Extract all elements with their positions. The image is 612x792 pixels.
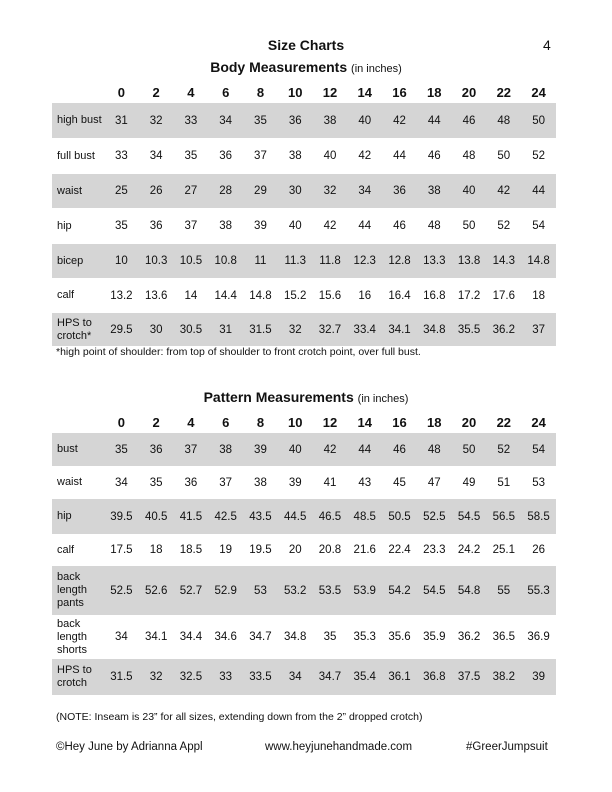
table-cell: 38	[313, 103, 348, 138]
table-cell: 31	[104, 103, 139, 138]
table-cell: 32	[313, 174, 348, 208]
table-cell: 53.5	[313, 566, 348, 615]
table-row	[52, 534, 556, 566]
table-cell: 11.8	[313, 244, 348, 278]
size-header: 6	[222, 414, 230, 430]
table-cell: 51	[497, 476, 511, 489]
pattern-measurements-unit: (in inches)	[357, 393, 409, 405]
body-measurements-table	[52, 81, 556, 346]
size-header: 2	[152, 414, 160, 430]
table-cell: 42.5	[208, 499, 243, 534]
table-cell: 14.4	[214, 289, 237, 302]
footer-copyright: ©Hey June by Adrianna Appl	[56, 741, 203, 753]
table-cell: 34	[149, 150, 163, 162]
table-row	[52, 659, 556, 695]
table-cell: 47	[427, 476, 441, 489]
table-cell: 50	[452, 433, 487, 466]
table-row	[52, 433, 556, 466]
table-cell: 18	[149, 544, 163, 556]
table-cell: 27	[174, 174, 209, 208]
table-cell: 37	[254, 150, 267, 162]
table-cell: 48	[462, 150, 476, 162]
table-cell: 17.5	[110, 544, 133, 556]
table-cell: 34	[114, 631, 128, 643]
table-cell: 36	[149, 220, 163, 232]
pattern-measurements-title	[0, 389, 612, 405]
table-cell: 43.5	[243, 499, 278, 534]
table-cell: 32.7	[313, 313, 348, 346]
table-cell: 52.6	[139, 566, 174, 615]
table-cell: 24.2	[457, 544, 481, 556]
table-cell: 11.3	[278, 244, 313, 278]
size-header: 0	[117, 84, 125, 100]
table-cell: 15.6	[318, 289, 342, 302]
row-label: HPS to crotch	[52, 659, 104, 695]
table-cell: 37.5	[452, 659, 487, 695]
table-cell: 34.4	[179, 631, 203, 643]
table-cell: 48	[486, 103, 521, 138]
row-label: full bust	[57, 149, 95, 162]
row-label: hip	[52, 499, 104, 534]
size-header: 18	[427, 84, 442, 100]
body-footnote: *high point of shoulder: from top of shoulder to front crotch point, over full bust.	[56, 346, 421, 358]
table-cell: 33	[114, 150, 128, 162]
row-label: waist	[52, 174, 104, 208]
table-cell: 42	[486, 174, 521, 208]
table-cell: 11	[243, 244, 278, 278]
table-cell: 34.1	[144, 631, 168, 643]
table-cell: 18.5	[179, 544, 203, 556]
size-header: 0	[117, 414, 125, 430]
table-row	[52, 174, 556, 208]
size-header-row	[52, 411, 556, 433]
table-cell: 45	[393, 476, 406, 489]
pattern-measurements-heading: Pattern Measurements	[203, 389, 354, 405]
table-cell: 36.2	[486, 313, 521, 346]
size-header: 20	[461, 414, 477, 430]
table-cell: 46	[427, 150, 441, 162]
table-cell: 32	[139, 659, 174, 695]
table-cell: 35	[104, 433, 139, 466]
table-cell: 35.3	[353, 631, 376, 643]
row-label: high bust	[52, 103, 104, 138]
table-cell: 30	[278, 174, 313, 208]
table-cell: 34.1	[382, 313, 417, 346]
size-header: 18	[427, 414, 442, 430]
size-header-row	[52, 81, 556, 103]
table-cell: 37	[219, 476, 233, 489]
table-cell: 25	[104, 174, 139, 208]
size-header: 8	[256, 414, 265, 430]
table-cell: 48	[417, 433, 452, 466]
table-cell: 41.5	[174, 499, 209, 534]
table-cell: 43	[358, 476, 372, 489]
table-cell: 38.2	[486, 659, 521, 695]
table-cell: 38	[208, 433, 243, 466]
size-header: 4	[187, 84, 195, 100]
table-cell: 34	[114, 476, 128, 489]
table-row	[52, 244, 556, 278]
table-cell: 39.5	[104, 499, 139, 534]
size-header: 2	[152, 84, 160, 100]
table-cell: 46	[452, 103, 487, 138]
table-cell: 38	[254, 476, 267, 489]
table-cell: 21.6	[353, 544, 376, 556]
table-cell: 23.3	[423, 544, 446, 556]
row-label: waist	[57, 476, 83, 488]
table-cell: 13.3	[417, 244, 452, 278]
table-cell: 10	[104, 244, 139, 278]
table-cell: 34	[347, 174, 382, 208]
table-cell: 35.5	[452, 313, 487, 346]
table-cell: 44	[521, 174, 556, 208]
table-cell: 32	[139, 103, 174, 138]
table-cell: 36.2	[457, 631, 481, 643]
table-cell: 44.5	[278, 499, 313, 534]
table-cell: 35	[149, 476, 163, 489]
table-cell: 54.5	[417, 566, 452, 615]
table-cell: 10.8	[208, 244, 243, 278]
table-cell: 53.2	[278, 566, 313, 615]
table-cell: 35.9	[423, 631, 446, 643]
row-label: back length pants	[52, 566, 104, 615]
table-cell: 16.4	[388, 289, 411, 302]
table-cell: 39	[288, 476, 302, 489]
row-label: calf	[57, 543, 75, 556]
table-cell: 38	[219, 220, 233, 232]
table-cell: 44	[347, 433, 382, 466]
table-row	[52, 208, 556, 244]
table-cell: 31.5	[243, 313, 278, 346]
table-cell: 39	[521, 659, 556, 695]
table-cell: 34	[278, 659, 313, 695]
table-cell: 14.3	[486, 244, 521, 278]
table-cell: 16.8	[423, 289, 446, 302]
table-cell: 36.1	[382, 659, 417, 695]
table-cell: 33	[174, 103, 209, 138]
table-cell: 17.6	[492, 289, 515, 302]
pattern-measurements-table	[52, 411, 556, 695]
table-cell: 38	[417, 174, 452, 208]
size-header: 24	[531, 414, 546, 430]
table-cell: 34.6	[214, 631, 237, 643]
table-cell: 18	[532, 289, 545, 302]
table-cell: 38	[288, 150, 302, 162]
table-cell: 36	[219, 150, 233, 162]
table-cell: 52.7	[174, 566, 209, 615]
table-cell: 14	[184, 289, 198, 302]
table-cell: 39	[243, 433, 278, 466]
page-number: 4	[543, 37, 551, 53]
table-row	[52, 466, 556, 499]
body-measurements-title	[0, 59, 612, 75]
table-cell: 34.7	[249, 631, 272, 643]
table-cell: 30	[139, 313, 174, 346]
table-cell: 52.5	[104, 566, 139, 615]
table-cell: 50	[497, 150, 511, 162]
size-header: 12	[322, 84, 338, 100]
size-header: 16	[392, 84, 407, 100]
table-cell: 36.9	[527, 631, 550, 643]
footer-hashtag: #GreerJumpsuit	[466, 741, 548, 753]
size-header: 22	[496, 414, 512, 430]
table-cell: 26	[532, 544, 545, 556]
size-header: 4	[187, 414, 195, 430]
table-cell: 13.6	[144, 289, 168, 302]
size-header: 10	[287, 414, 303, 430]
table-cell: 33.5	[243, 659, 278, 695]
table-cell: 37	[184, 220, 198, 232]
table-cell: 40	[323, 150, 337, 162]
table-cell: 53	[532, 476, 545, 489]
table-row	[52, 499, 556, 534]
table-row	[52, 566, 556, 615]
table-cell: 39	[254, 220, 267, 232]
table-cell: 40.5	[139, 499, 174, 534]
table-row	[52, 313, 556, 346]
table-cell: 40	[347, 103, 382, 138]
table-cell: 54	[532, 220, 545, 232]
table-cell: 54.2	[382, 566, 417, 615]
table-cell: 22.4	[388, 544, 411, 556]
row-label: bicep	[52, 244, 104, 278]
table-cell: 31	[208, 313, 243, 346]
table-cell: 46.5	[313, 499, 348, 534]
row-label: back length shorts	[57, 617, 87, 656]
table-cell: 17.2	[457, 289, 481, 302]
table-cell: 36	[278, 103, 313, 138]
page-title: Size Charts	[267, 37, 345, 53]
table-cell: 33	[208, 659, 243, 695]
table-cell: 32	[278, 313, 313, 346]
row-label: hip	[57, 219, 72, 232]
table-cell: 19	[219, 544, 233, 556]
table-cell: 36.5	[492, 631, 515, 643]
size-header: 12	[322, 414, 338, 430]
table-cell: 54.5	[452, 499, 487, 534]
size-header: 16	[392, 414, 407, 430]
table-cell: 54.8	[452, 566, 487, 615]
table-cell: 55	[486, 566, 521, 615]
table-cell: 55.3	[521, 566, 556, 615]
table-cell: 34.8	[417, 313, 452, 346]
table-cell: 41	[323, 476, 337, 489]
table-cell: 34	[208, 103, 243, 138]
table-cell: 36.8	[417, 659, 452, 695]
table-cell: 42	[358, 150, 372, 162]
table-cell: 44	[358, 220, 372, 232]
table-cell: 35	[323, 631, 337, 643]
table-cell: 35	[184, 150, 198, 162]
table-cell: 52	[497, 220, 511, 232]
table-cell: 48	[427, 220, 441, 232]
table-cell: 42	[382, 103, 417, 138]
table-cell: 53.9	[347, 566, 382, 615]
table-cell: 13.2	[110, 289, 133, 302]
table-cell: 20.8	[318, 544, 342, 556]
size-header: 24	[531, 84, 546, 100]
table-cell: 34.7	[313, 659, 348, 695]
size-header: 14	[357, 414, 372, 430]
table-row	[52, 103, 556, 138]
table-cell: 42	[323, 220, 337, 232]
table-cell: 50	[521, 103, 556, 138]
table-cell: 40	[288, 220, 302, 232]
table-cell: 12.8	[382, 244, 417, 278]
table-cell: 26	[139, 174, 174, 208]
table-cell: 50	[462, 220, 476, 232]
table-cell: 12.3	[347, 244, 382, 278]
table-cell: 14.8	[249, 289, 272, 302]
table-cell: 40	[278, 433, 313, 466]
row-label: calf	[57, 289, 75, 301]
header-corner	[52, 411, 104, 433]
table-cell: 10.3	[139, 244, 174, 278]
size-header: 6	[222, 84, 230, 100]
body-measurements-heading: Body Measurements	[210, 59, 348, 75]
table-row	[52, 615, 556, 659]
table-cell: 19.5	[249, 544, 272, 556]
table-cell: 29	[243, 174, 278, 208]
table-cell: 16	[358, 289, 372, 302]
table-cell: 34.8	[284, 631, 307, 643]
table-cell: 37	[174, 433, 209, 466]
table-cell: 36	[184, 476, 198, 489]
table-cell: 35.6	[388, 631, 411, 643]
table-cell: 52	[486, 433, 521, 466]
inseam-note: (NOTE: Inseam is 23” for all sizes, extending down from the 2” dropped crotch)	[56, 711, 423, 723]
table-cell: 46	[393, 220, 406, 232]
table-cell: 44	[417, 103, 452, 138]
table-cell: 54	[521, 433, 556, 466]
table-cell: 30.5	[174, 313, 209, 346]
row-label: HPS to crotch*	[52, 313, 104, 346]
table-row	[52, 138, 556, 174]
table-cell: 33.4	[347, 313, 382, 346]
size-header: 22	[496, 84, 512, 100]
table-row	[52, 278, 556, 313]
table-cell: 35	[243, 103, 278, 138]
table-cell: 36	[382, 174, 417, 208]
size-header: 10	[287, 84, 303, 100]
table-cell: 20	[288, 544, 302, 556]
footer-website[interactable]: www.heyjunehandmade.com	[265, 741, 413, 753]
table-cell: 31.5	[104, 659, 139, 695]
table-cell: 49	[462, 476, 476, 489]
table-cell: 44	[393, 150, 406, 162]
table-cell: 48.5	[347, 499, 382, 534]
table-cell: 52	[532, 150, 545, 162]
table-cell: 13.8	[452, 244, 487, 278]
table-cell: 52.9	[208, 566, 243, 615]
table-cell: 29.5	[104, 313, 139, 346]
size-header: 14	[357, 84, 372, 100]
table-cell: 14.8	[521, 244, 556, 278]
table-cell: 40	[452, 174, 487, 208]
table-cell: 56.5	[486, 499, 521, 534]
table-cell: 50.5	[382, 499, 417, 534]
table-cell: 36	[139, 433, 174, 466]
table-cell: 35	[114, 220, 128, 232]
row-label: bust	[52, 433, 104, 466]
table-cell: 28	[208, 174, 243, 208]
table-cell: 37	[521, 313, 556, 346]
table-cell: 58.5	[521, 499, 556, 534]
table-cell: 25.1	[492, 544, 515, 556]
size-header: 20	[461, 84, 477, 100]
table-cell: 42	[313, 433, 348, 466]
header-corner	[52, 81, 104, 103]
table-cell: 10.5	[174, 244, 209, 278]
body-measurements-unit: (in inches)	[351, 63, 402, 75]
table-cell: 52.5	[417, 499, 452, 534]
table-cell: 46	[382, 433, 417, 466]
table-cell: 32.5	[174, 659, 209, 695]
table-cell: 35.4	[347, 659, 382, 695]
size-header: 8	[256, 84, 265, 100]
table-cell: 15.2	[284, 289, 307, 302]
table-cell: 53	[243, 566, 278, 615]
